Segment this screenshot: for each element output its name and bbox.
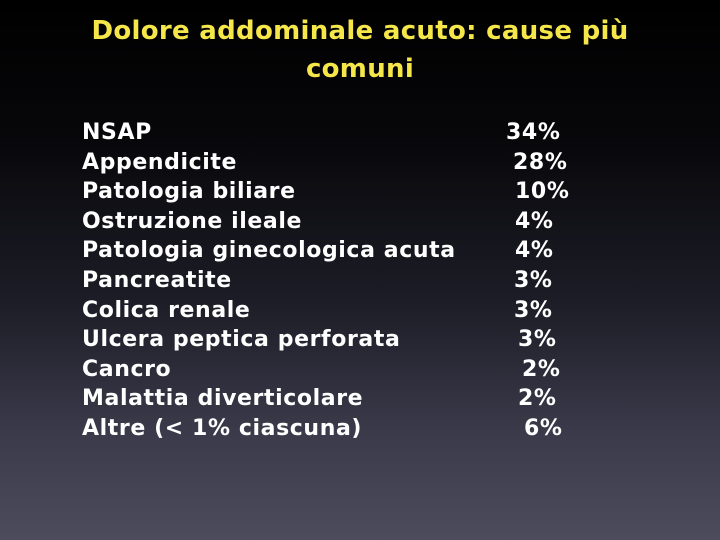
cause-percentage: 3% bbox=[514, 297, 553, 323]
cause-label: Appendicite bbox=[82, 149, 238, 175]
list-item bbox=[0, 384, 720, 414]
cause-percentage: 3% bbox=[518, 327, 557, 353]
list-item bbox=[0, 266, 720, 296]
list-item bbox=[0, 207, 720, 237]
cause-label: Malattia diverticolare bbox=[82, 386, 364, 412]
slide-title: Dolore addominale acuto: cause più comuni bbox=[91, 16, 629, 84]
cause-percentage: 10% bbox=[515, 179, 570, 205]
cause-label: NSAP bbox=[82, 120, 152, 145]
cause-label: Ostruzione ileale bbox=[82, 208, 303, 234]
cause-percentage: 2% bbox=[518, 386, 557, 412]
cause-percentage: 6% bbox=[524, 415, 563, 441]
cause-percentage: 2% bbox=[522, 356, 561, 382]
cause-percentage: 3% bbox=[514, 267, 553, 293]
cause-label: Pancreatite bbox=[82, 267, 232, 293]
cause-label: Cancro bbox=[82, 356, 172, 382]
list-item bbox=[0, 148, 720, 178]
cause-percentage: 34% bbox=[506, 120, 561, 145]
cause-percentage: 28% bbox=[513, 149, 568, 175]
cause-label: Altre (< 1% ciascuna) bbox=[82, 415, 363, 441]
causes-list bbox=[0, 118, 720, 444]
list-item bbox=[0, 236, 720, 266]
list-item bbox=[0, 118, 720, 148]
cause-percentage: 4% bbox=[515, 238, 554, 264]
list-item bbox=[0, 325, 720, 355]
cause-label: Patologia biliare bbox=[82, 179, 296, 205]
cause-label: Ulcera peptica perforata bbox=[82, 327, 401, 353]
list-item bbox=[0, 296, 720, 326]
cause-label: Patologia ginecologica acuta bbox=[82, 238, 456, 264]
cause-label: Colica renale bbox=[82, 297, 251, 323]
cause-percentage: 4% bbox=[515, 208, 554, 234]
list-item bbox=[0, 355, 720, 385]
list-item bbox=[0, 177, 720, 207]
list-item bbox=[0, 414, 720, 444]
